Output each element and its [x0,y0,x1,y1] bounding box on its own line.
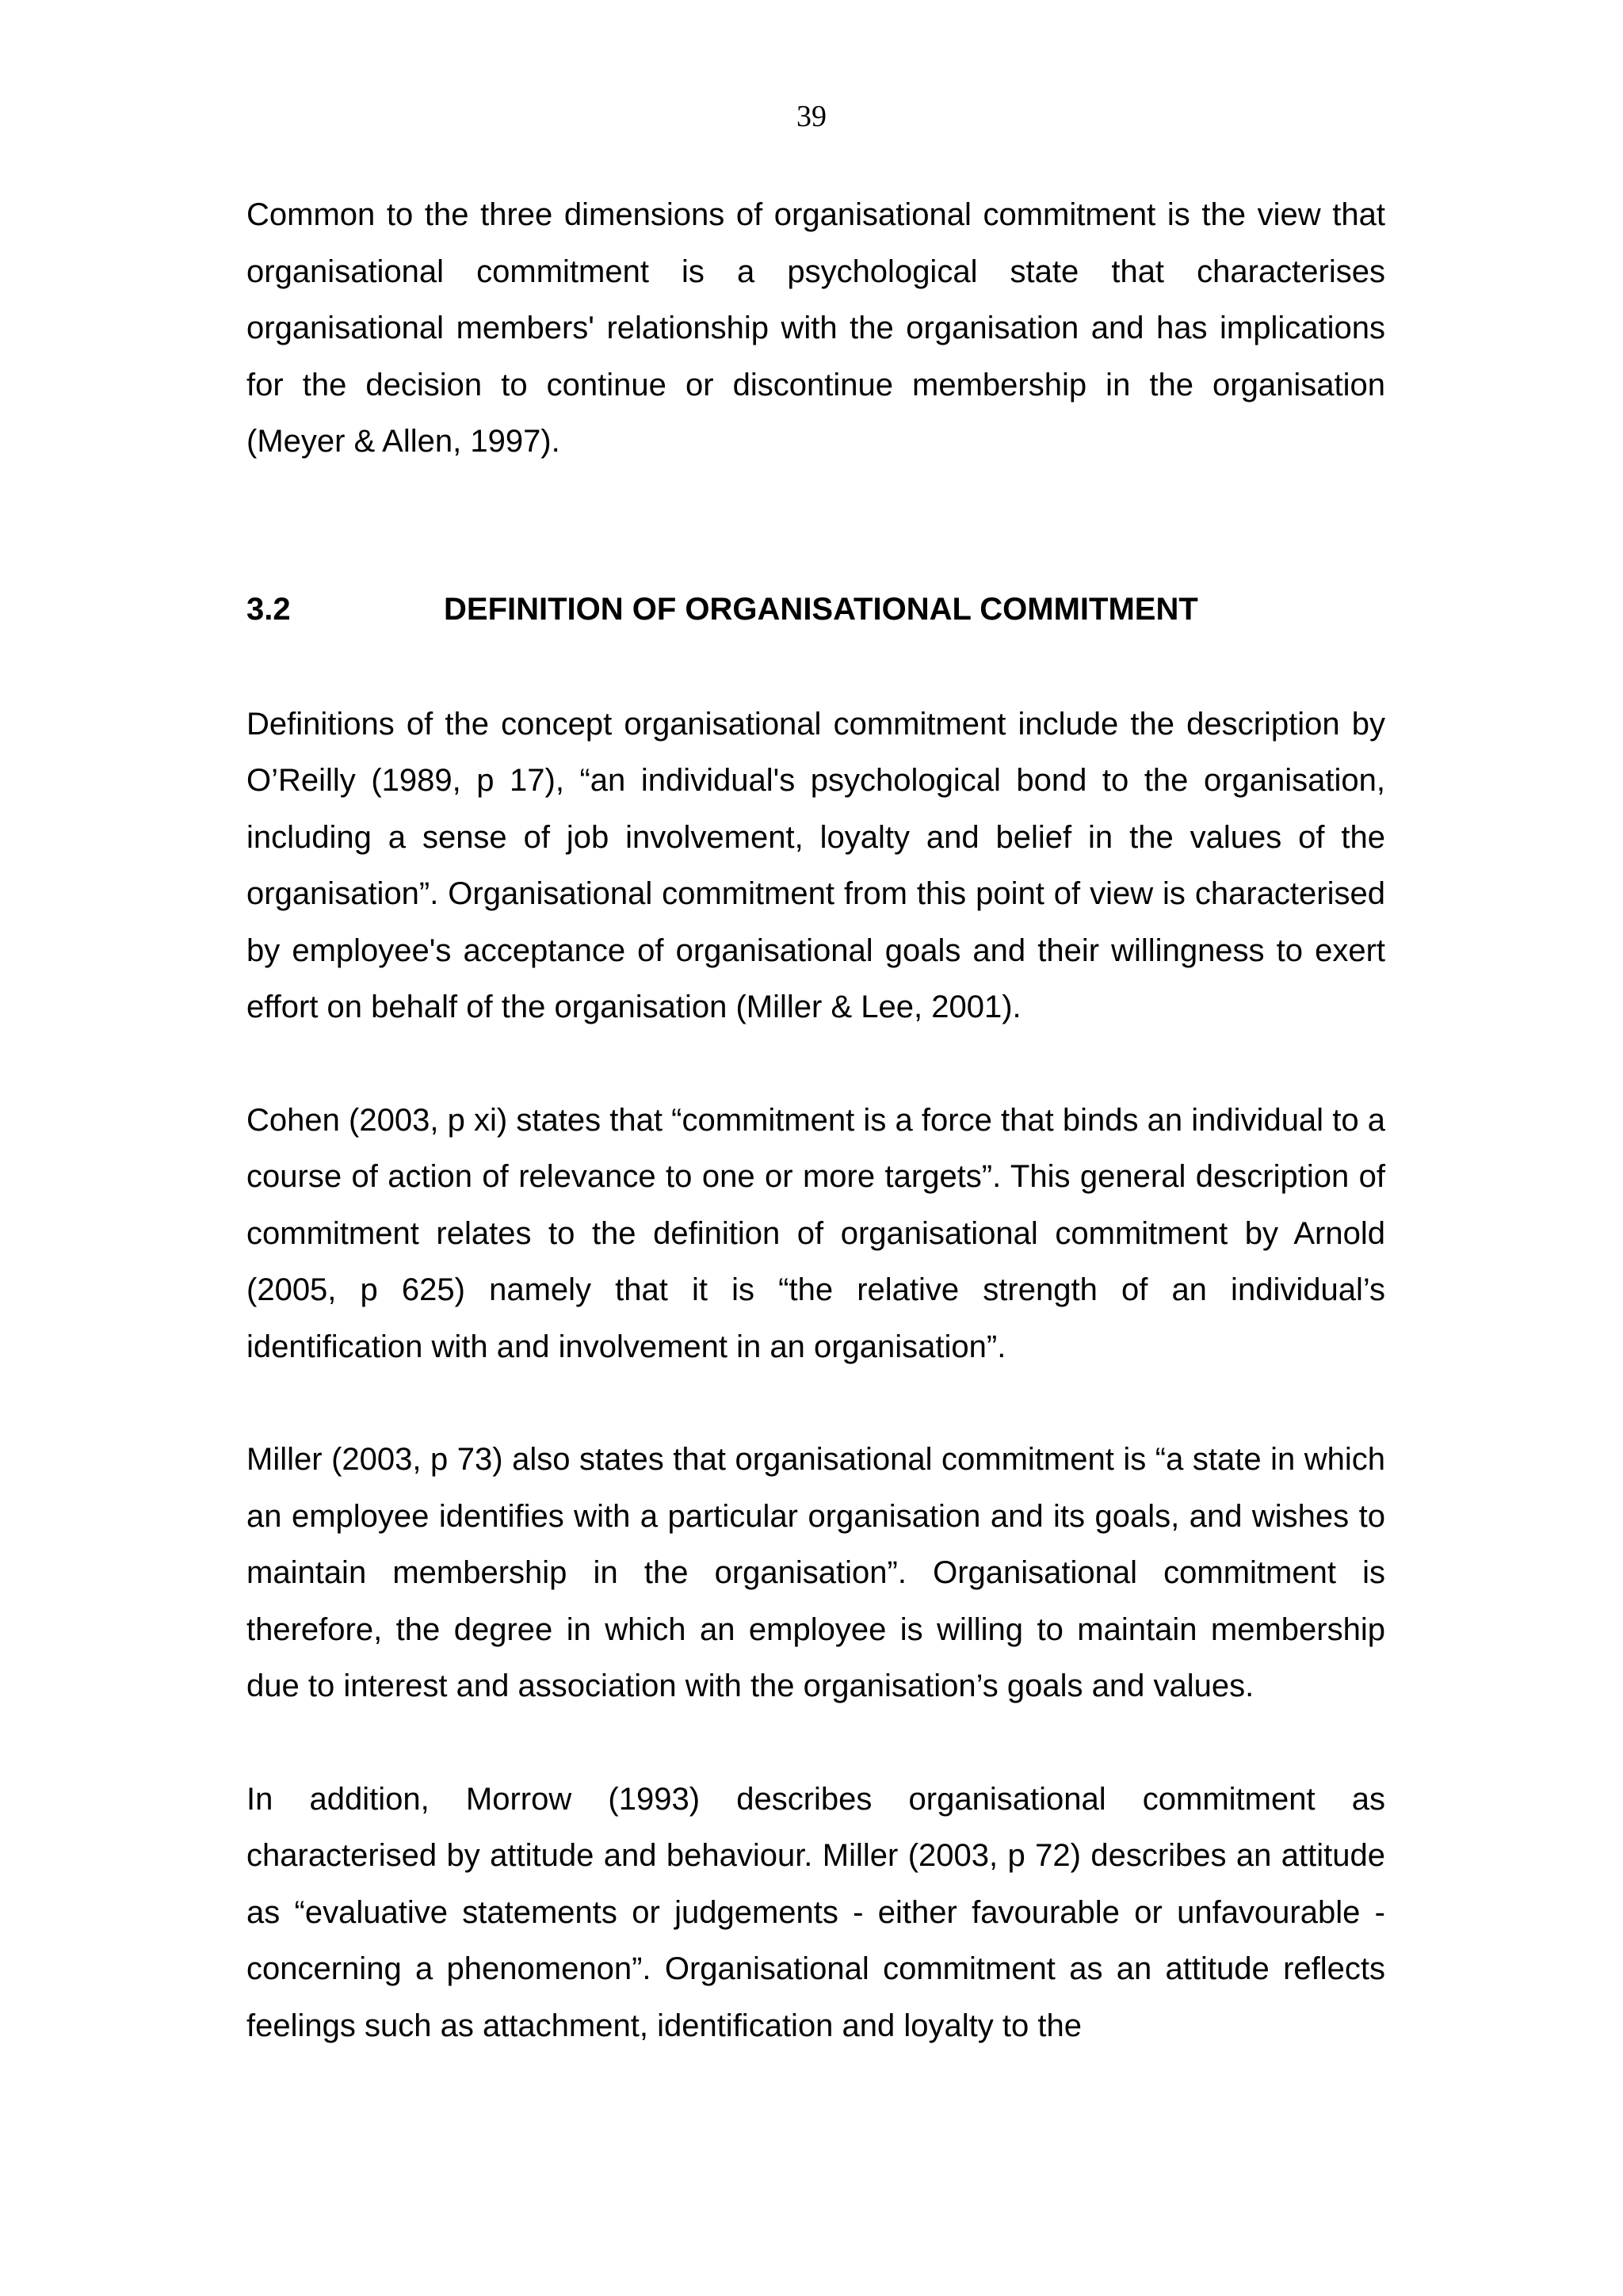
section-title: DEFINITION OF ORGANISATIONAL COMMITMENT [444,591,1198,627]
paragraph-2: Definitions of the concept organisational commitment include the description by O’Reilly (1989, p 17), “an individual's psychological bond to the organisation, including a sense of job involvement, loyalty and belief in the values of the organisation”. Organisational commitment from this point of view is characterised by employee's acceptance of organisational goals and their willingness to exert effort on behalf of the organisation (Miller & Lee, 2001). [246,706,1385,1024]
section-heading [246,585,1385,633]
paragraph-3: Cohen (2003, p xi) states that “commitment is a force that binds an individual to a course of action of relevance to one or more targets”. This general description of commitment relates to the definition of organisational commitment by Arnold (2005, p 625) namely that it is “the relative strength of an individual’s identification with and involvement in an organisation”. [246,1102,1385,1364]
paragraph-1: Common to the three dimensions of organisational commitment is the view that organisational commitment is a psychological state that characterises organisational members' relationship with the organisation and has implications for the decision to continue or discontinue membership in the organisation (Meyer & Allen, 1997). [246,197,1385,459]
page-number: 39 [796,100,827,133]
section-number: 3.2 [246,591,291,627]
paragraph-5: In addition, Morrow (1993) describes organisational commitment as characterised by attitude and behaviour. Miller (2003, p 72) describes an attitude as “evaluative statements or judgements - either favourable or unfavourable - concerning a phenomenon”. Organisational commitment as an attitude reflects feelings such as attachment, identification and loyalty to the [246,1781,1385,2043]
page-body [246,187,1385,2054]
paragraph-4: Miller (2003, p 73) also states that organisational commitment is “a state in which an employee identifies with a particular organisation and its goals, and wishes to maintain membership in the organisation”. Organisational commitment is therefore, the degree in which an employee is willing to maintain membership due to interest and association with the organisation’s goals and values. [246,1442,1385,1703]
